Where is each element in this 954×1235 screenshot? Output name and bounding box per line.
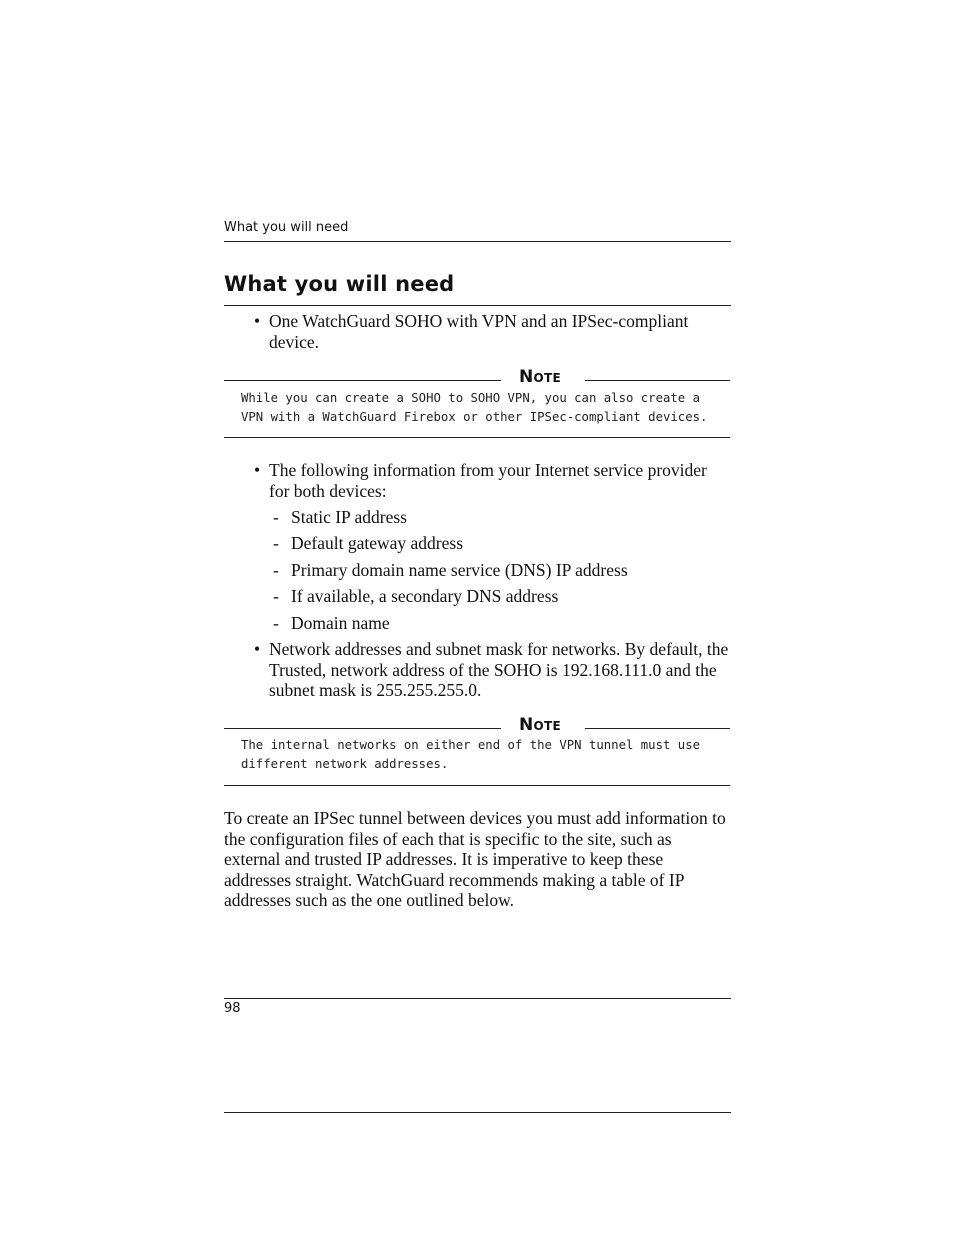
note-text: While you can create a SOHO to SOHO VPN, you can also create a VPN with a WatchGuard Firebox or other IPSec-compliant devices. xyxy=(241,391,708,424)
bullet-text: One WatchGuard SOHO with VPN and an IPSec-compliant device. xyxy=(269,311,689,352)
bullet-symbol: • xyxy=(254,311,261,331)
bullet-text: Network addresses and subnet mask for networks. By default, the Trusted, network address of the SOHO is 192.168.111.0 and the subnet mask is 255.255.255.0. xyxy=(269,639,729,700)
body-paragraph: To create an IPSec tunnel between devices you must add information to the configuration files of each that is specific to the site, such as external and trusted IP addresses. It is imperative to keep these addresses straight. WatchGuard recommends making a table of IP addresses such as the one outlined below. xyxy=(224,808,726,910)
bullet-symbol: • xyxy=(254,639,261,659)
note-label: Note xyxy=(519,367,562,387)
note-rule-left xyxy=(224,380,501,381)
note-rule-left xyxy=(224,728,501,729)
dash-symbol: - xyxy=(273,613,279,633)
note-rule-bottom xyxy=(224,785,730,786)
dash-symbol: - xyxy=(273,533,279,553)
sub-item-text: Static IP address xyxy=(291,507,407,527)
dash-symbol: - xyxy=(273,586,279,606)
running-header: What you will need xyxy=(224,220,349,235)
sub-item-text: Default gateway address xyxy=(291,533,464,553)
bullet-symbol: • xyxy=(254,460,261,480)
note-text: The internal networks on either end of the VPN tunnel must use different network addresses. xyxy=(241,738,701,771)
header-rule xyxy=(224,241,731,242)
sub-item-text: Primary domain name service (DNS) IP address xyxy=(291,560,628,580)
dash-symbol: - xyxy=(273,507,279,527)
footer-rule xyxy=(224,998,731,999)
note-label: Note xyxy=(519,715,562,735)
page-number: 98 xyxy=(224,1001,241,1016)
bullet-text: The following information from your Internet service provider for both devices: xyxy=(269,460,707,501)
note-rule-bottom xyxy=(224,437,730,438)
title-rule xyxy=(224,305,731,306)
note-rule-right xyxy=(585,728,730,729)
section-title: What you will need xyxy=(224,272,455,296)
sub-item-text: Domain name xyxy=(291,613,390,633)
dash-symbol: - xyxy=(273,560,279,580)
sub-item-text: If available, a secondary DNS address xyxy=(291,586,559,606)
bottom-rule xyxy=(224,1112,731,1113)
note-rule-right xyxy=(585,380,730,381)
